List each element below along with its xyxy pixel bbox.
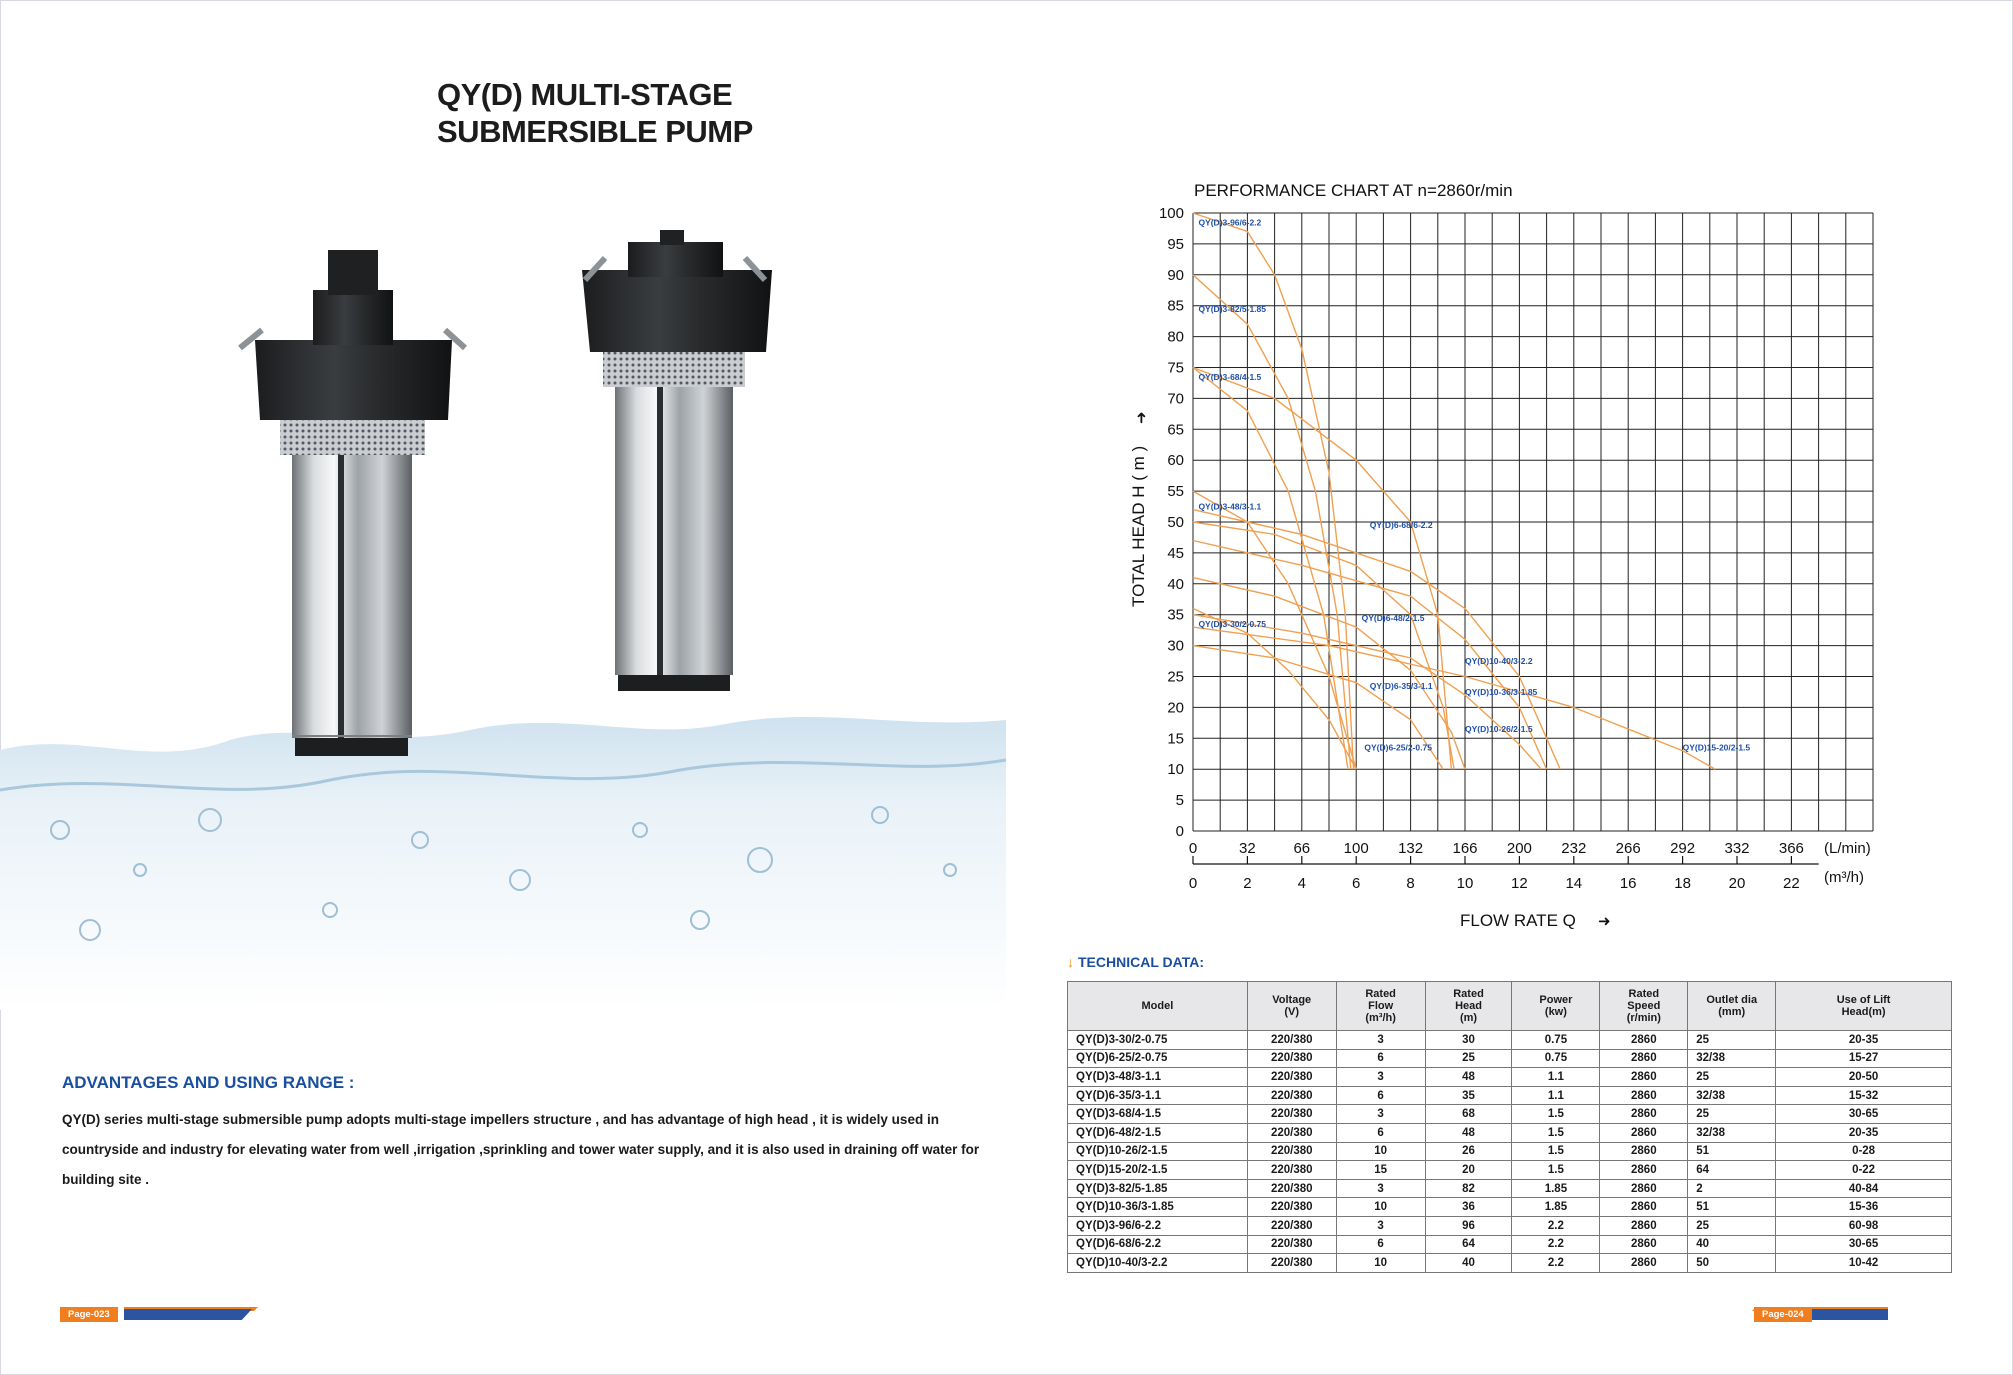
- technical-data-table: [1067, 981, 1952, 1273]
- curve-label: QY(D)10-40/3-2.2: [1465, 656, 1533, 667]
- table-cell: QY(D)3-30/2-0.75: [1068, 1031, 1248, 1050]
- header-line: Speed: [1627, 1000, 1661, 1012]
- table-cell: 6: [1336, 1086, 1425, 1105]
- table-cell: 3: [1336, 1216, 1425, 1235]
- table-row: [1068, 1254, 1952, 1273]
- table-cell: 26: [1425, 1142, 1512, 1161]
- table-cell: QY(D)3-82/5-1.85: [1068, 1179, 1248, 1198]
- y-tick-label: 45: [1167, 544, 1184, 562]
- title-line-1: QY(D) MULTI-STAGE: [437, 77, 733, 112]
- page-number-right: [1754, 1307, 1812, 1322]
- table-cell: 32/38: [1688, 1086, 1776, 1105]
- table-cell: QY(D)10-26/2-1.5: [1068, 1142, 1248, 1161]
- x-tick-label-m3h: 20: [1728, 875, 1746, 892]
- table-header-cell: [1425, 982, 1512, 1031]
- advantages-text: QY(D) series multi-stage submersible pump adopts multi-stage impellers structure , and has advantage of high head , it is widely used in countryside and industry for elevating water from well ,irrigation ,sprinkling and tower water supply, and it is also used in draining off water for building site .: [62, 1112, 980, 1187]
- table-cell: 2.2: [1512, 1235, 1600, 1254]
- y-tick-label: 40: [1167, 575, 1184, 593]
- table-cell: 25: [1688, 1216, 1776, 1235]
- header-line: Use of Lift: [1836, 994, 1891, 1006]
- table-cell: 3: [1336, 1068, 1425, 1087]
- table-cell: 51: [1688, 1142, 1776, 1161]
- table-cell: QY(D)3-68/4-1.5: [1068, 1105, 1248, 1124]
- table-cell: 1.1: [1512, 1068, 1600, 1087]
- table-cell: QY(D)6-48/2-1.5: [1068, 1123, 1248, 1142]
- x-tick-label-lmin: 200: [1506, 840, 1532, 857]
- header-line: Power: [1539, 994, 1573, 1006]
- curve-label: QY(D)6-68/6-2.2: [1369, 520, 1433, 531]
- table-cell: 10: [1336, 1142, 1425, 1161]
- y-tick-label: 85: [1167, 297, 1184, 315]
- table-cell: 30-65: [1776, 1105, 1952, 1124]
- table-cell: 1.1: [1512, 1086, 1600, 1105]
- y-tick-label: 80: [1167, 328, 1184, 346]
- table-cell: 36: [1425, 1198, 1512, 1217]
- header-line: (kw): [1544, 1006, 1567, 1018]
- x-axis-arrow: ➜: [1598, 912, 1611, 930]
- y-tick-label: 100: [1158, 205, 1184, 222]
- x-tick-label-lmin: 266: [1615, 840, 1641, 857]
- x-unit-m3h: (m³/h): [1824, 869, 1865, 886]
- table-row: [1068, 1049, 1952, 1068]
- table-cell: 6: [1336, 1049, 1425, 1068]
- technical-data-heading-text: TECHNICAL DATA:: [1078, 954, 1204, 970]
- table-cell: 20: [1425, 1161, 1512, 1180]
- table-cell: 220/380: [1247, 1235, 1336, 1254]
- table-header-cell: [1512, 982, 1600, 1031]
- table-cell: 220/380: [1247, 1086, 1336, 1105]
- table-cell: 2860: [1600, 1142, 1688, 1161]
- table-cell: 20-35: [1776, 1031, 1952, 1050]
- table-cell: 2860: [1600, 1105, 1688, 1124]
- header-line: (m): [1459, 1012, 1478, 1024]
- table-cell: 220/380: [1247, 1216, 1336, 1235]
- curve-label: QY(D)15-20/2-1.5: [1682, 742, 1751, 753]
- table-cell: QY(D)3-48/3-1.1: [1068, 1068, 1248, 1087]
- table-cell: QY(D)10-36/3-1.85: [1068, 1198, 1248, 1217]
- x-tick-label-m3h: 6: [1352, 875, 1361, 892]
- table-cell: 96: [1425, 1216, 1512, 1235]
- table-cell: 3: [1336, 1031, 1425, 1050]
- table-cell: 82: [1425, 1179, 1512, 1198]
- table-cell: QY(D)6-35/3-1.1: [1068, 1086, 1248, 1105]
- x-tick-label-lmin: 332: [1724, 840, 1750, 857]
- header-line: (mm): [1718, 1006, 1746, 1018]
- header-line: Rated: [1365, 988, 1396, 1000]
- table-cell: 0-28: [1776, 1142, 1952, 1161]
- table-cell: 2.2: [1512, 1254, 1600, 1273]
- y-tick-label: 30: [1167, 637, 1184, 655]
- table-row: [1068, 1216, 1952, 1235]
- table-cell: 10-42: [1776, 1254, 1952, 1273]
- table-cell: 1.5: [1512, 1142, 1600, 1161]
- table-header-cell: [1776, 982, 1952, 1031]
- table-cell: 35: [1425, 1086, 1512, 1105]
- table-cell: 60-98: [1776, 1216, 1952, 1235]
- performance-curve: [1193, 627, 1715, 769]
- table-row: [1068, 1198, 1952, 1217]
- y-tick-label: 15: [1167, 730, 1184, 748]
- table-cell: QY(D)6-25/2-0.75: [1068, 1049, 1248, 1068]
- table-cell: QY(D)10-40/3-2.2: [1068, 1254, 1248, 1273]
- x-tick-label-lmin: 100: [1343, 840, 1369, 857]
- table-cell: 6: [1336, 1235, 1425, 1254]
- table-cell: 15-36: [1776, 1198, 1952, 1217]
- table-cell: 2860: [1600, 1049, 1688, 1068]
- x-tick-label-lmin: 166: [1452, 840, 1478, 857]
- header-line: Voltage: [1272, 994, 1312, 1006]
- table-row: [1068, 1068, 1952, 1087]
- x-tick-label-lmin: 66: [1293, 840, 1311, 857]
- table-cell: 32/38: [1688, 1123, 1776, 1142]
- performance-curve: [1193, 368, 1348, 770]
- table-cell: 2860: [1600, 1161, 1688, 1180]
- table-cell: 2860: [1600, 1123, 1688, 1142]
- table-cell: QY(D)3-96/6-2.2: [1068, 1216, 1248, 1235]
- header-line: (V): [1284, 1006, 1300, 1018]
- x-unit-lmin: (L/min): [1824, 840, 1871, 857]
- table-cell: 48: [1425, 1123, 1512, 1142]
- table-cell: 3: [1336, 1179, 1425, 1198]
- product-photo: [0, 230, 1006, 1010]
- table-cell: 2860: [1600, 1179, 1688, 1198]
- performance-chart: [1120, 172, 1900, 942]
- table-cell: 64: [1425, 1235, 1512, 1254]
- table-cell: 1.85: [1512, 1198, 1600, 1217]
- header-line: Rated: [1628, 988, 1660, 1000]
- x-tick-label-m3h: 4: [1297, 875, 1306, 892]
- table-cell: 1.5: [1512, 1123, 1600, 1142]
- x-tick-label-lmin: 292: [1670, 840, 1696, 857]
- y-tick-label: 25: [1167, 668, 1184, 686]
- x-tick-label-m3h: 2: [1243, 875, 1252, 892]
- curve-label: QY(D)3-30/2-0.75: [1198, 619, 1267, 630]
- y-tick-label: 50: [1167, 514, 1184, 531]
- header-line: Head: [1455, 1000, 1482, 1012]
- right-pump: [582, 230, 772, 691]
- x-tick-label-m3h: 0: [1188, 875, 1198, 892]
- y-tick-label: 90: [1167, 266, 1184, 284]
- table-cell: 1.5: [1512, 1105, 1600, 1124]
- curve-label: QY(D)3-68/4-1.5: [1198, 371, 1262, 382]
- y-tick-label: 5: [1175, 792, 1184, 810]
- left-pump: [240, 250, 465, 756]
- performance-curve: [1193, 368, 1451, 770]
- table-cell: 30: [1425, 1031, 1512, 1050]
- table-cell: 15: [1336, 1161, 1425, 1180]
- x-tick-label-m3h: 22: [1783, 875, 1800, 892]
- table-cell: QY(D)15-20/2-1.5: [1068, 1161, 1248, 1180]
- table-header-row: [1068, 982, 1952, 1031]
- curve-label: QY(D)3-82/5-1.85: [1198, 303, 1267, 314]
- table-row: [1068, 1105, 1952, 1124]
- table-row: [1068, 1086, 1952, 1105]
- table-cell: 15-32: [1776, 1086, 1952, 1105]
- table-body: [1068, 1031, 1952, 1273]
- x-tick-label-m3h: 14: [1565, 875, 1583, 892]
- table-row: [1068, 1031, 1952, 1050]
- y-tick-label: 95: [1167, 235, 1184, 253]
- table-cell: 220/380: [1247, 1179, 1336, 1198]
- table-cell: 25: [1688, 1068, 1776, 1087]
- table-cell: 220/380: [1247, 1142, 1336, 1161]
- curve-label: QY(D)6-48/2-1.5: [1361, 612, 1425, 623]
- page-number-right-label: Page-024: [1754, 1307, 1812, 1322]
- y-tick-label: 75: [1167, 359, 1184, 377]
- table-cell: 220/380: [1247, 1031, 1336, 1050]
- table-cell: 40-84: [1776, 1179, 1952, 1198]
- table-row: [1068, 1179, 1952, 1198]
- header-line: (r/min): [1626, 1012, 1661, 1024]
- table-cell: QY(D)6-68/6-2.2: [1068, 1235, 1248, 1254]
- y-tick-label: 70: [1167, 390, 1184, 408]
- table-cell: 30-65: [1776, 1235, 1952, 1254]
- x-tick-label-lmin: 32: [1239, 840, 1256, 857]
- x-axis: [1189, 840, 1871, 892]
- table-cell: 220/380: [1247, 1254, 1336, 1273]
- curve-label: QY(D)3-96/6-2.2: [1198, 217, 1262, 228]
- table-cell: 2860: [1600, 1254, 1688, 1273]
- y-tick-labels: [1159, 205, 1184, 840]
- chart-y-axis-label: TOTAL HEAD H ( m ): [1129, 445, 1148, 607]
- page-number-left-label: Page-023: [60, 1307, 118, 1322]
- x-tick-label-lmin: 132: [1398, 840, 1424, 857]
- table-cell: 2860: [1600, 1235, 1688, 1254]
- table-cell: 68: [1425, 1105, 1512, 1124]
- table-cell: 10: [1336, 1254, 1425, 1273]
- table-cell: 25: [1688, 1031, 1776, 1050]
- x-tick-label-m3h: 18: [1674, 875, 1691, 892]
- table-cell: 1.85: [1512, 1179, 1600, 1198]
- table-cell: 220/380: [1247, 1161, 1336, 1180]
- table-cell: 40: [1425, 1254, 1512, 1273]
- y-axis-arrow: ➜: [1132, 411, 1150, 424]
- page-number-left: [60, 1307, 118, 1322]
- table-cell: 0.75: [1512, 1049, 1600, 1068]
- table-cell: 40: [1688, 1235, 1776, 1254]
- y-tick-label: 10: [1167, 761, 1184, 779]
- table-cell: 25: [1688, 1105, 1776, 1124]
- table-cell: 20-35: [1776, 1123, 1952, 1142]
- table-header-cell: [1336, 982, 1425, 1031]
- advantages-heading: ADVANTAGES AND USING RANGE :: [62, 1073, 355, 1092]
- table-cell: 0.75: [1512, 1031, 1600, 1050]
- chart-title: PERFORMANCE CHART AT n=2860r/min: [1194, 181, 1513, 200]
- x-tick-label-m3h: 10: [1456, 875, 1474, 892]
- curve-label: QY(D)3-48/3-1.1: [1198, 501, 1262, 512]
- footer-bar-left: [124, 1309, 252, 1320]
- title-line-2: SUBMERSIBLE PUMP: [437, 114, 753, 149]
- x-tick-label-m3h: 12: [1511, 875, 1528, 892]
- curve-label: QY(D)6-35/3-1.1: [1369, 680, 1433, 691]
- header-line: Model: [1141, 1000, 1174, 1012]
- y-tick-label: 55: [1167, 483, 1184, 501]
- x-tick-label-lmin: 366: [1778, 840, 1804, 857]
- curve-labels: [1198, 217, 1750, 752]
- table-cell: 50: [1688, 1254, 1776, 1273]
- y-tick-label: 60: [1167, 452, 1184, 470]
- table-header-cell: [1688, 982, 1776, 1031]
- table-cell: 2860: [1600, 1198, 1688, 1217]
- header-line: Flow: [1368, 1000, 1394, 1012]
- page-title: [437, 76, 753, 150]
- header-line: (m³/h): [1365, 1012, 1396, 1024]
- table-cell: 32/38: [1688, 1049, 1776, 1068]
- table-cell: 25: [1425, 1049, 1512, 1068]
- technical-data-heading: [1067, 954, 1204, 970]
- table-cell: 48: [1425, 1068, 1512, 1087]
- x-tick-label-lmin: 0: [1188, 840, 1198, 857]
- table-cell: 3: [1336, 1105, 1425, 1124]
- header-line: Head(m): [1841, 1006, 1886, 1018]
- table-cell: 2.2: [1512, 1216, 1600, 1235]
- table-cell: 0-22: [1776, 1161, 1952, 1180]
- table-cell: 2: [1688, 1179, 1776, 1198]
- down-arrow-icon: ↓: [1067, 954, 1074, 970]
- table-cell: 20-50: [1776, 1068, 1952, 1087]
- x-tick-label-m3h: 16: [1619, 875, 1637, 892]
- curve-label: QY(D)10-26/2-1.5: [1465, 724, 1533, 735]
- curve-label: QY(D)10-36/3-1.85: [1465, 687, 1538, 698]
- table-cell: 220/380: [1247, 1105, 1336, 1124]
- x-tick-label-m3h: 8: [1406, 875, 1415, 892]
- header-line: Rated: [1453, 988, 1484, 1000]
- table-cell: 1.5: [1512, 1161, 1600, 1180]
- y-tick-label: 0: [1175, 823, 1184, 840]
- chart-x-axis-label: FLOW RATE Q: [1460, 911, 1576, 930]
- y-tick-label: 35: [1167, 606, 1184, 624]
- y-tick-label: 20: [1167, 699, 1184, 717]
- table-header-cell: [1247, 982, 1336, 1031]
- y-tick-label: 65: [1167, 421, 1184, 439]
- table-row: [1068, 1142, 1952, 1161]
- table-row: [1068, 1235, 1952, 1254]
- table-cell: 220/380: [1247, 1198, 1336, 1217]
- x-tick-label-lmin: 232: [1561, 840, 1587, 857]
- table-cell: 220/380: [1247, 1068, 1336, 1087]
- table-header-cell: [1068, 982, 1248, 1031]
- table-cell: 2860: [1600, 1086, 1688, 1105]
- table-cell: 2860: [1600, 1216, 1688, 1235]
- table-row: [1068, 1161, 1952, 1180]
- curve-label: QY(D)6-25/2-0.75: [1364, 742, 1432, 753]
- table-cell: 220/380: [1247, 1123, 1336, 1142]
- table-cell: 15-27: [1776, 1049, 1952, 1068]
- table-cell: 2860: [1600, 1031, 1688, 1050]
- header-line: Outlet dia: [1706, 994, 1758, 1006]
- table-header-cell: [1600, 982, 1688, 1031]
- table-row: [1068, 1123, 1952, 1142]
- table-cell: 6: [1336, 1123, 1425, 1142]
- table-cell: 220/380: [1247, 1049, 1336, 1068]
- table-cell: 10: [1336, 1198, 1425, 1217]
- table-cell: 64: [1688, 1161, 1776, 1180]
- table-cell: 51: [1688, 1198, 1776, 1217]
- table-cell: 2860: [1600, 1068, 1688, 1087]
